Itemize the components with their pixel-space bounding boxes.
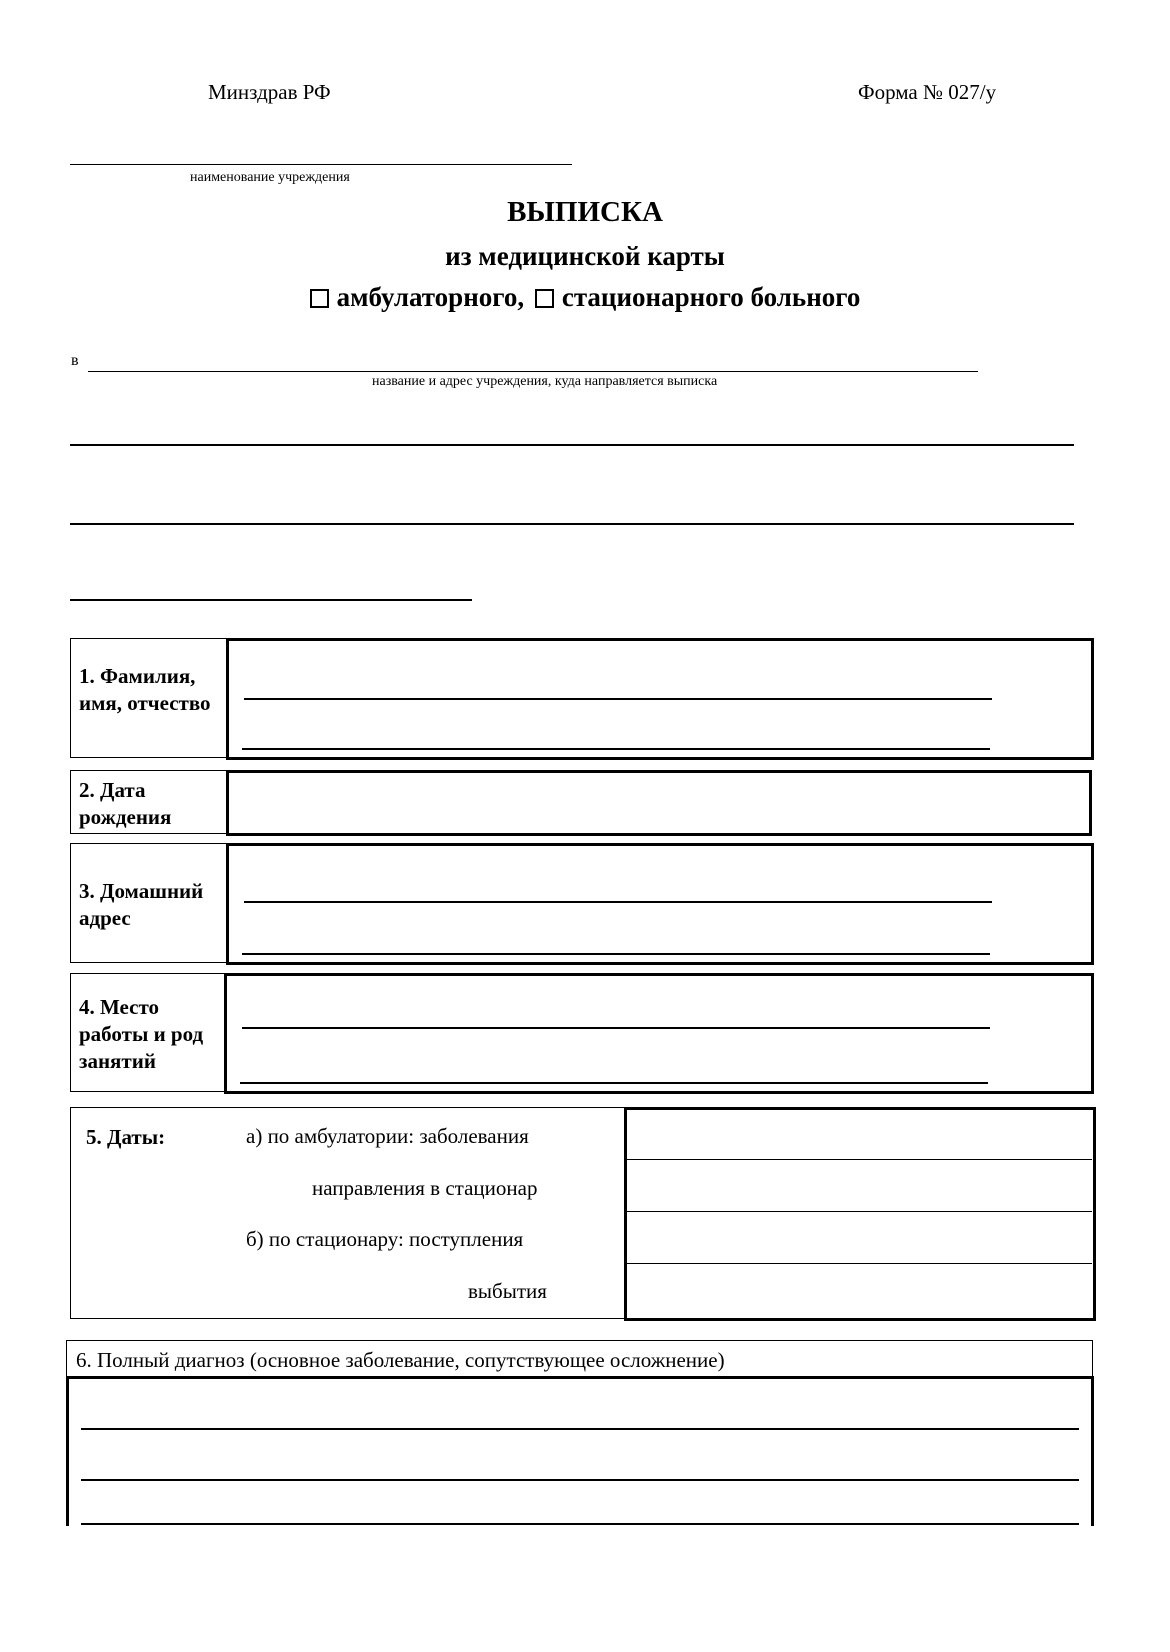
dates-outpatient-illness: а) по амбулатории: заболевания	[246, 1124, 529, 1148]
outpatient-option-label: амбулаторного,	[336, 282, 525, 312]
address-line-2[interactable]	[242, 953, 990, 955]
form-number: Форма № 027/у	[858, 80, 997, 104]
address-label-cell	[70, 843, 228, 963]
recipient-line-3[interactable]	[70, 523, 1074, 525]
work-label-cell	[70, 973, 227, 1092]
card-type-options	[0, 282, 1170, 313]
dates-outpatient-referral: направления в стационар	[312, 1176, 538, 1200]
address-input-box[interactable]	[226, 843, 1094, 965]
institution-caption: наименование учреждения	[190, 170, 350, 185]
name-label-cell	[70, 638, 228, 758]
diagnosis-label-cell	[66, 1340, 1093, 1378]
diagnosis-label: 6. Полный диагноз (основное заболевание, сопутствующее осложнение)	[76, 1348, 725, 1372]
dates-inpatient-admission: б) по стационару: поступления	[246, 1227, 524, 1251]
inpatient-checkbox[interactable]	[535, 289, 554, 308]
dates-values-box	[624, 1107, 1096, 1321]
dates-label: 5. Даты:	[86, 1125, 166, 1149]
name-line-2[interactable]	[242, 748, 990, 750]
recipient-line[interactable]	[88, 371, 978, 372]
ministry-label: Минздрав РФ	[208, 80, 331, 104]
dates-row-divider-2	[627, 1211, 1092, 1212]
recipient-line-4[interactable]	[70, 599, 472, 601]
address-label: 3. Домашний адрес	[79, 879, 204, 930]
document-subtitle: из медицинской карты	[445, 241, 725, 271]
diagnosis-line-1[interactable]	[81, 1428, 1079, 1430]
address-line-1[interactable]	[244, 901, 992, 903]
dates-row-divider-1	[627, 1159, 1092, 1160]
diagnosis-line-2[interactable]	[81, 1479, 1079, 1481]
document-title: ВЫПИСКА	[507, 196, 663, 228]
diagnosis-line-3[interactable]	[81, 1523, 1079, 1525]
birth-label: 2. Дата рождения	[79, 778, 172, 829]
institution-name-line[interactable]	[70, 164, 572, 165]
diagnosis-input-box[interactable]	[66, 1376, 1094, 1526]
birth-label-cell	[70, 770, 228, 834]
work-line-2[interactable]	[240, 1082, 988, 1084]
recipient-caption: название и адрес учреждения, куда направляется выписка	[372, 374, 718, 389]
dates-label-cell	[70, 1107, 626, 1319]
name-label: 1. Фамилия, имя, отчество	[79, 664, 211, 715]
work-input-box[interactable]	[224, 973, 1094, 1094]
name-line-1[interactable]	[244, 698, 992, 700]
recipient-line-2[interactable]	[70, 444, 1074, 446]
dates-row-divider-3	[627, 1263, 1092, 1264]
work-label: 4. Место работы и род занятий	[79, 995, 204, 1073]
work-line-1[interactable]	[242, 1027, 990, 1029]
name-input-box[interactable]	[226, 638, 1094, 760]
recipient-prefix: в	[71, 352, 79, 369]
outpatient-checkbox[interactable]	[310, 289, 329, 308]
birth-date-box[interactable]	[226, 770, 1092, 836]
dates-inpatient-discharge: выбытия	[468, 1279, 547, 1303]
inpatient-option-label: стационарного больного	[561, 282, 861, 312]
